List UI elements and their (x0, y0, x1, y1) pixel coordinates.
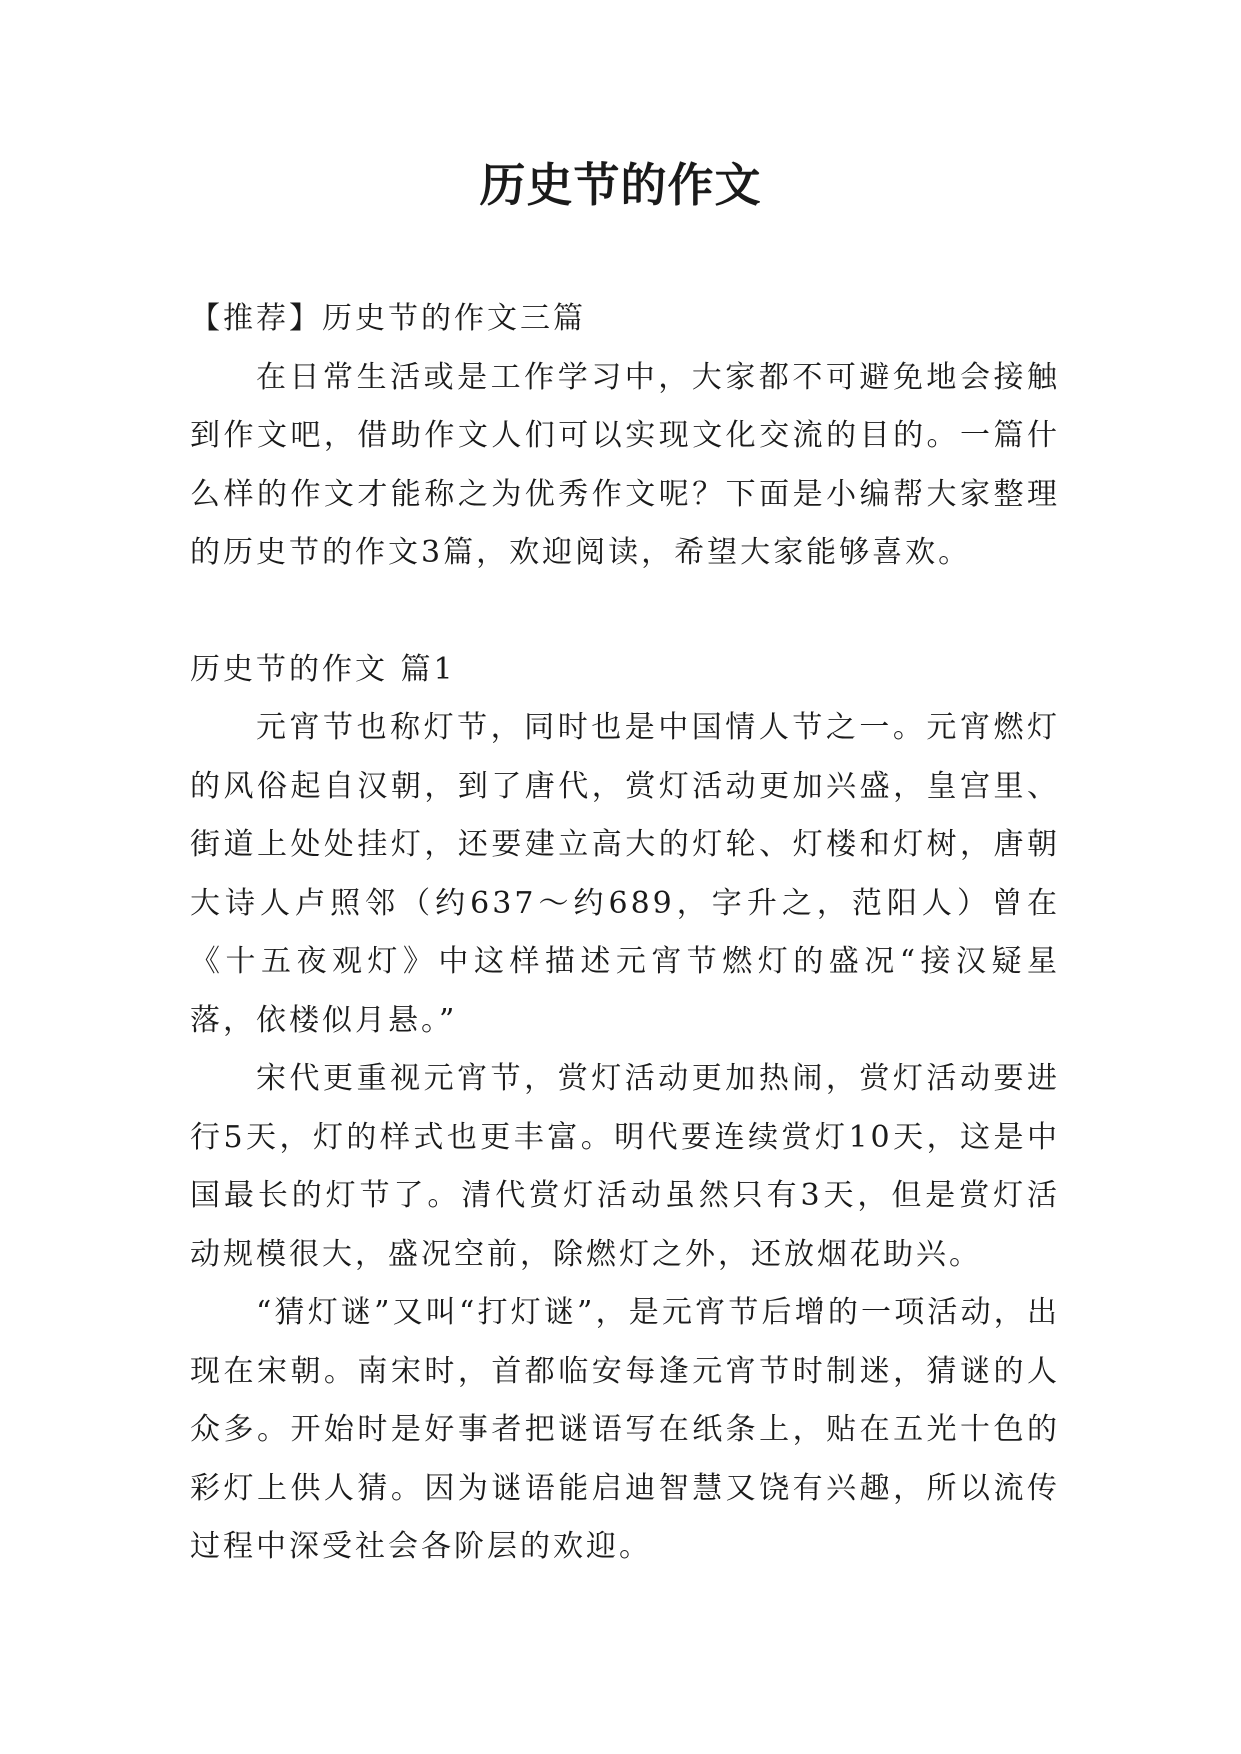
document-subtitle: 【推荐】历史节的作文三篇 (190, 301, 586, 336)
section-gap (190, 583, 1060, 641)
body-paragraph-2: 宋代更重视元宵节，赏灯活动更加热闹，赏灯活动要进行5天，灯的样式也更丰富。明代要连续赏灯10天，这是中国最长的灯节了。清代赏灯活动虽然只有3天，但是赏灯活动规模很大，盛况空前，除燃灯之外，还放烟花助兴。 (190, 1061, 1060, 1272)
document-title: 历史节的作文 (479, 158, 762, 212)
section-heading: 历史节的作文 篇1 (190, 651, 456, 687)
body-paragraph-3: “猜灯谜”又叫“打灯谜”，是元宵节后增的一项活动，出现在宋朝。南宋时，首都临安每逢元宵节时制迷，猜谜的人众多。开始时是好事者把谜语写在纸条上，贴在五光十色的彩灯上供人猜。因为谜语能启迪智慧又饶有兴趣，所以流传过程中深受社会各阶层的欢迎。 (190, 1295, 1060, 1564)
body-paragraph-1: 元宵节也称灯节，同时也是中国情人节之一。元宵燃灯的风俗起自汉朝，到了唐代，赏灯活动更加兴盛，皇宫里、街道上处处挂灯，还要建立高大的灯轮、灯楼和灯树，唐朝大诗人卢照邻（约637～约689，字升之，范阳人）曾在《十五夜观灯》中这样描述元宵节燃灯的盛况“接汉疑星落，依楼似月悬。” (190, 710, 1060, 1038)
document-body (190, 290, 1060, 1577)
intro-paragraph: 在日常生活或是工作学习中，大家都不可避免地会接触到作文吧，借助作文人们可以实现文化交流的目的。一篇什么样的作文才能称之为优秀作文呢？下面是小编帮大家整理的历史节的作文3篇，欢迎阅读，希望大家能够喜欢。 (190, 359, 1060, 570)
